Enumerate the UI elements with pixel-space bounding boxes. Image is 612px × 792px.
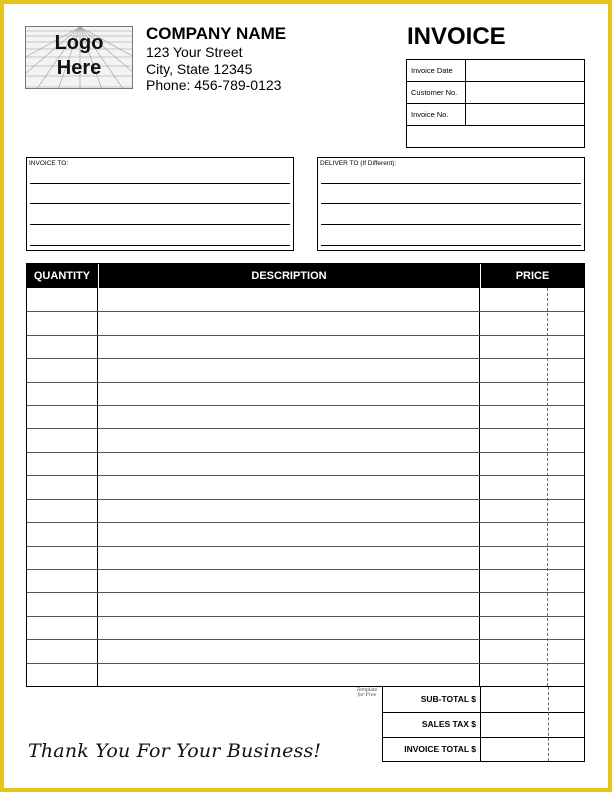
watermark-line-1: Template bbox=[356, 688, 378, 693]
invoice-to-box[interactable] bbox=[26, 157, 294, 251]
invoice-total-row[interactable] bbox=[383, 737, 584, 762]
address-line bbox=[321, 245, 581, 246]
company-street: 123 Your Street bbox=[146, 44, 243, 60]
price-header: PRICE bbox=[481, 264, 584, 288]
table-row[interactable] bbox=[27, 311, 584, 312]
table-row[interactable] bbox=[27, 358, 584, 359]
totals-column-divider bbox=[480, 687, 481, 761]
logo-line-2: Here bbox=[56, 57, 102, 79]
deliver-to-box[interactable] bbox=[317, 157, 585, 251]
price-cents-divider bbox=[547, 288, 548, 686]
address-line bbox=[321, 203, 581, 204]
table-row[interactable] bbox=[27, 452, 584, 453]
address-line bbox=[30, 245, 290, 246]
invoice-to-label: INVOICE TO: bbox=[29, 160, 69, 167]
table-row[interactable] bbox=[27, 335, 584, 336]
description-header: DESCRIPTION bbox=[99, 264, 479, 288]
table-row[interactable] bbox=[27, 663, 584, 664]
totals-box bbox=[382, 686, 585, 762]
company-city: City, State 12345 bbox=[146, 60, 253, 77]
logo-line-1: Logo bbox=[54, 32, 104, 54]
logo-placeholder bbox=[25, 26, 133, 89]
invoice-total-label: INVOICE TOTAL $ bbox=[404, 744, 476, 754]
table-row[interactable] bbox=[27, 382, 584, 383]
invoice-no-label: Invoice No. bbox=[407, 104, 466, 126]
table-row[interactable] bbox=[27, 546, 584, 547]
template-watermark bbox=[355, 688, 379, 706]
company-info bbox=[146, 24, 286, 94]
logo-text bbox=[26, 31, 132, 81]
address-line bbox=[30, 224, 290, 225]
table-row[interactable] bbox=[27, 405, 584, 406]
address-line bbox=[321, 183, 581, 184]
invoice-no-row[interactable] bbox=[407, 104, 584, 126]
invoice-date-label: Invoice Date bbox=[407, 60, 466, 82]
table-row[interactable] bbox=[27, 616, 584, 617]
table-row[interactable] bbox=[27, 475, 584, 476]
thank-you-message: Thank You For Your Business! bbox=[28, 740, 322, 762]
invoice-meta-box bbox=[406, 59, 585, 148]
table-row[interactable] bbox=[27, 428, 584, 429]
totals-cents-divider bbox=[548, 687, 549, 761]
subtotal-row[interactable] bbox=[383, 687, 584, 712]
table-row[interactable] bbox=[27, 569, 584, 570]
table-row[interactable] bbox=[27, 499, 584, 500]
table-row[interactable] bbox=[27, 639, 584, 640]
address-line bbox=[321, 224, 581, 225]
table-row[interactable] bbox=[27, 592, 584, 593]
sales-tax-label: SALES TAX $ bbox=[421, 719, 476, 729]
invoice-title: INVOICE bbox=[407, 23, 506, 50]
invoice-date-row[interactable] bbox=[407, 60, 584, 82]
subtotal-label: SUB-TOTAL $ bbox=[420, 694, 476, 704]
quantity-header: QUANTITY bbox=[27, 264, 97, 288]
address-line bbox=[30, 203, 290, 204]
watermark-line-2: for Free bbox=[357, 693, 377, 698]
customer-no-row[interactable] bbox=[407, 82, 584, 104]
customer-no-label: Customer No. bbox=[407, 82, 466, 104]
table-row[interactable] bbox=[27, 522, 584, 523]
company-name: COMPANY NAME bbox=[146, 24, 287, 43]
company-phone: Phone: 456-789-0123 bbox=[146, 77, 282, 93]
items-table bbox=[26, 263, 585, 687]
sales-tax-row[interactable] bbox=[383, 712, 584, 737]
deliver-to-label: DELIVER TO (If Different): bbox=[320, 160, 397, 167]
address-line bbox=[30, 183, 290, 184]
